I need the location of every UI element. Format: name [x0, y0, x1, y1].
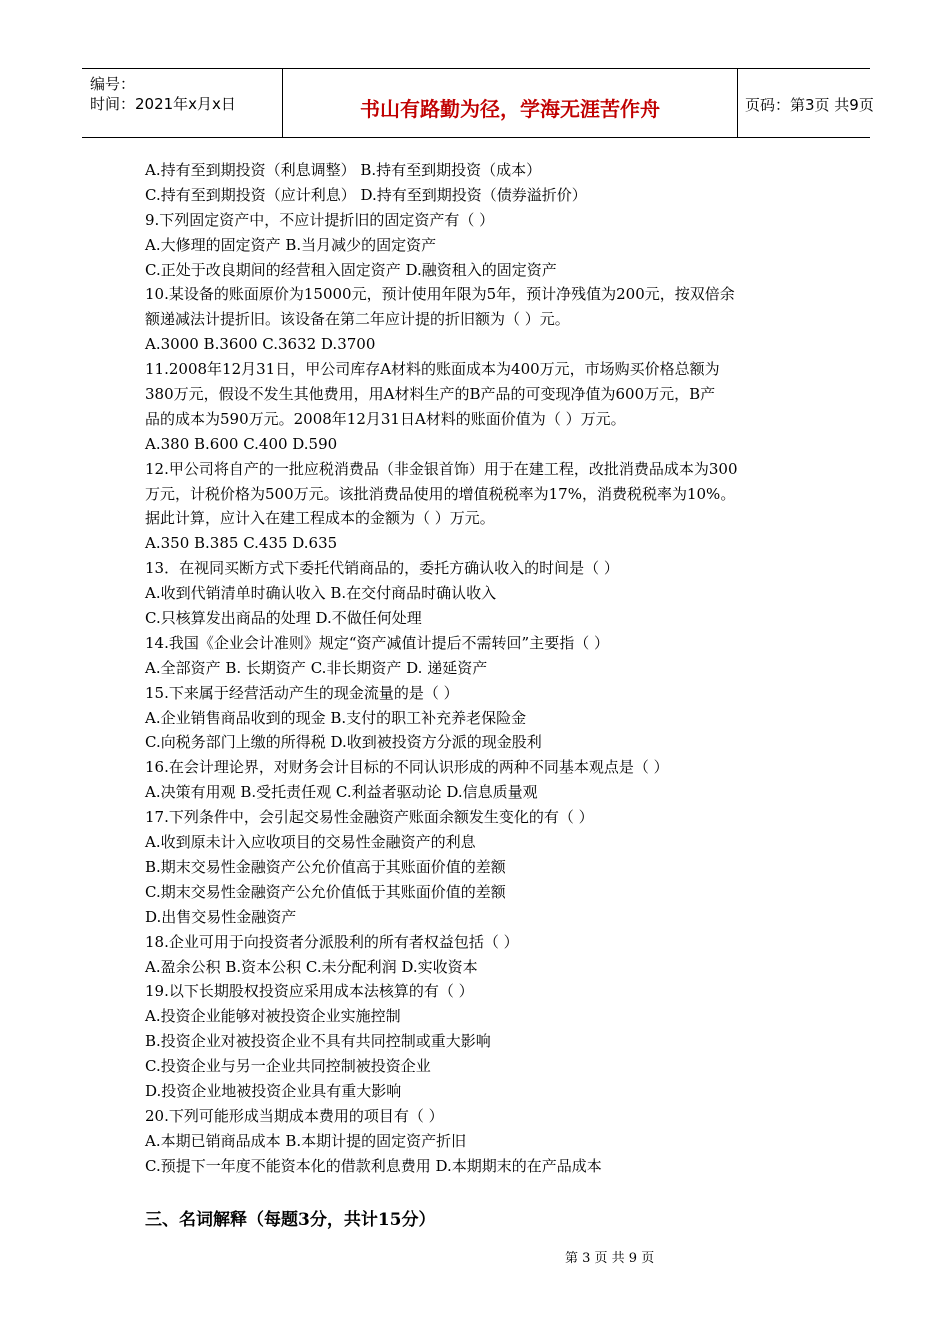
text-line: 13．在视同买断方式下委托代销商品的，委托方确认收入的时间是（ ） [145, 559, 619, 578]
text-line: A.决策有用观 B.受托责任观 C.利益者驱动论 D.信息质量观 [145, 783, 538, 802]
section-title: 三、名词解释（每题3分，共计15分） [145, 1210, 436, 1230]
text-line: A.盈余公积 B.资本公积 C.未分配利润 D.实收资本 [145, 957, 478, 976]
document-number: 编号： [90, 75, 136, 93]
document-date: 时间：2021年x月x日 [90, 95, 236, 113]
text-line: A.3000 B.3600 C.3632 D.3700 [145, 335, 376, 354]
text-line: 380万元，假设不发生其他费用，用A材料生产的B产品的可变现净值为600万元，B产 [145, 385, 716, 404]
header-meta-cell [82, 69, 282, 137]
text-line: C.预提下一年度不能资本化的借款利息费用 D.本期期末的在产品成本 [145, 1156, 602, 1175]
text-line: 17.下列条件中，会引起交易性金融资产账面余额发生变化的有（ ） [145, 808, 594, 827]
text-line: A.本期已销商品成本 B.本期计提的固定资产折旧 [145, 1131, 467, 1150]
header-page-number: 页码：第3页 共9页 [745, 96, 874, 114]
text-line: 额递减法计提折旧。该设备在第二年应计提的折旧额为（ ）元。 [145, 310, 570, 329]
text-line: A.持有至到期投资（利息调整） B.持有至到期投资（成本） [145, 161, 542, 179]
text-line: 16.在会计理论界，对财务会计目标的不同认识形成的两种不同基本观点是（ ） [145, 758, 669, 777]
text-line: 15.下来属于经营活动产生的现金流量的是（ ） [145, 683, 459, 702]
header-motto: 书山有路勤为径，学海无涯苦作舟 [360, 97, 660, 121]
text-line: D.投资企业地被投资企业具有重大影响 [145, 1081, 402, 1100]
text-line: 20.下列可能形成当期成本费用的项目有（ ） [145, 1106, 444, 1125]
text-line: B.投资企业对被投资企业不具有共同控制或重大影响 [145, 1032, 491, 1051]
text-line: 18.企业可用于向投资者分派股利的所有者权益包括（ ） [145, 932, 519, 951]
text-line: B.期末交易性金融资产公允价值高于其账面价值的差额 [145, 857, 506, 876]
text-line: C.正处于改良期间的经营租入固定资产 D.融资租入的固定资产 [145, 260, 557, 279]
text-line: A.380 B.600 C.400 D.590 [145, 434, 338, 453]
text-line: 12.甲公司将自产的一批应税消费品（非金银首饰）用于在建工程，改批消费品成本为300 [145, 459, 738, 478]
text-line: A.企业销售商品收到的现金 B.支付的职工补充养老保险金 [145, 708, 527, 727]
text-line: A.收到原未计入应收项目的交易性金融资产的利息 [145, 833, 476, 852]
question-body [145, 158, 825, 1179]
text-line: A.全部资产 B. 长期资产 C.非长期资产 D. 递延资产 [145, 658, 488, 677]
text-line: A.大修理的固定资产 B.当月减少的固定资产 [145, 235, 437, 254]
text-line: A.投资企业能够对被投资企业实施控制 [145, 1007, 401, 1026]
header-page-cell [737, 69, 874, 137]
text-line: 14.我国《企业会计准则》规定“资产减值计提后不需转回”主要指（ ） [145, 633, 609, 652]
text-line: C.持有至到期投资（应计利息） D.持有至到期投资（债券溢折价） [145, 185, 587, 204]
text-line: C.只核算发出商品的处理 D.不做任何处理 [145, 609, 422, 628]
text-line: 品的成本为590万元。2008年12月31日A材料的账面价值为（ ）万元。 [145, 409, 626, 428]
text-line: C.向税务部门上缴的所得税 D.收到被投资方分派的现金股利 [145, 733, 542, 752]
text-line: C.期末交易性金融资产公允价值低于其账面价值的差额 [145, 882, 506, 901]
header-motto-cell [282, 69, 738, 137]
text-line: A.收到代销清单时确认收入 B.在交付商品时确认收入 [145, 584, 497, 603]
text-line: C.投资企业与另一企业共同控制被投资企业 [145, 1057, 431, 1076]
page-footer: 第 3 页 共 9 页 [565, 1251, 655, 1266]
text-line: 据此计算，应计入在建工程成本的金额为（ ）万元。 [145, 509, 495, 528]
text-line: A.350 B.385 C.435 D.635 [145, 534, 338, 553]
text-line: 19.以下长期股权投资应采用成本法核算的有（ ） [145, 982, 474, 1001]
page-header [82, 68, 874, 138]
text-line: 10.某设备的账面原价为15000元，预计使用年限为5年，预计净残值为200元，按双倍余 [145, 285, 735, 304]
text-line: 11.2008年12月31日，甲公司库存A材料的账面成本为400万元，市场购买价格总额为 [145, 360, 720, 379]
text-line: 万元，计税价格为500万元。该批消费品使用的增值税税率为17%，消费税税率为10%。 [145, 484, 736, 503]
text-line: D.出售交易性金融资产 [145, 907, 297, 926]
text-line: 9.下列固定资产中，不应计提折旧的固定资产有（ ） [145, 210, 495, 229]
